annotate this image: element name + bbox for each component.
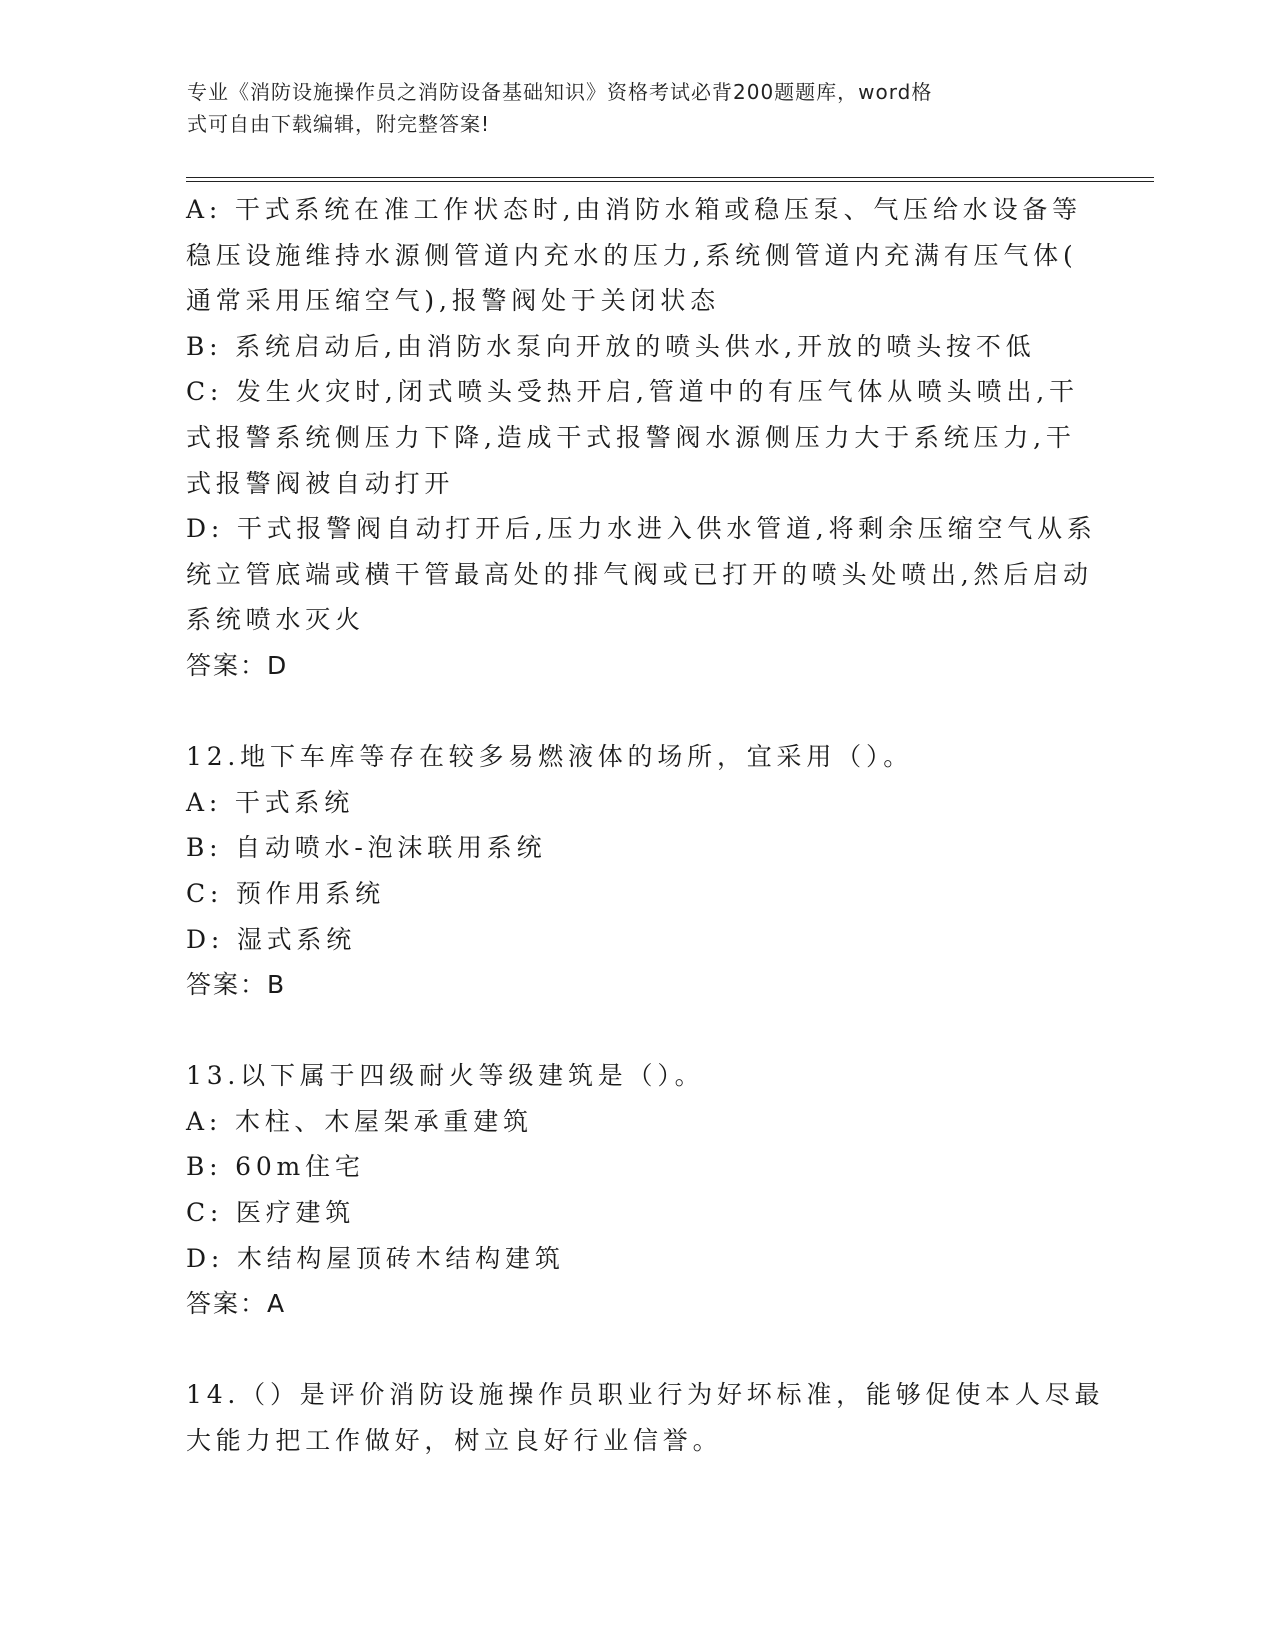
question-text: 14.（）是评价消防设施操作员职业行为好坏标准，能够促使本人尽最 <box>186 1380 1105 1410</box>
option-b <box>186 324 1086 370</box>
option-line: 系统喷水灭火 <box>186 605 365 635</box>
header-rule-bottom <box>186 181 1154 182</box>
header-line-2: 式可自由下载编辑，附完整答案! <box>187 112 491 136</box>
option-line: 式报警系统侧压力下降,造成干式报警阀水源侧压力大于系统压力,干 <box>186 422 1076 452</box>
header-rule-top <box>186 177 1154 178</box>
question-text: 大能力把工作做好，树立良好行业信誉。 <box>186 1426 723 1456</box>
question-11 <box>186 187 1097 689</box>
option-a: A: 干式系统 <box>186 787 355 817</box>
question-text: 13.以下属于四级耐火等级建筑是（）。 <box>186 1061 705 1091</box>
question-13 <box>186 1053 1086 1327</box>
option-c <box>186 369 1086 506</box>
option-line: 稳压设施维持水源侧管道内充水的压力,系统侧管道内充满有压气体( <box>186 240 1078 270</box>
option-line: C: 发生火灾时,闭式喷头受热开启,管道中的有压气体从喷头喷出,干 <box>186 377 1079 407</box>
question-14 <box>186 1372 1105 1463</box>
spacer <box>186 689 1086 735</box>
option-d: D: 湿式系统 <box>186 924 357 954</box>
option-line: A: 干式系统在准工作状态时,由消防水箱或稳压泵、气压给水设备等 <box>186 195 1082 224</box>
option-d <box>186 506 1097 643</box>
document-header <box>187 76 1067 140</box>
question-12 <box>186 734 1086 1008</box>
header-line-1: 专业《消防设施操作员之消防设备基础知识》资格考试必背200题题库，word格 <box>187 80 933 104</box>
option-line: 通常采用压缩空气),报警阀处于关闭状态 <box>186 286 720 316</box>
spacer <box>186 1327 1086 1373</box>
option-b: B: 自动喷水-泡沫联用系统 <box>186 833 547 863</box>
document-body <box>186 187 1105 1464</box>
option-line: 统立管底端或横干管最高处的排气阀或已打开的喷头处喷出,然后启动 <box>186 559 1093 589</box>
option-d: D: 木结构屋顶砖木结构建筑 <box>186 1243 565 1273</box>
option-c: C: 预作用系统 <box>186 878 385 908</box>
option-line: B: 系统启动后,由消防水泵向开放的喷头供水,开放的喷头按不低 <box>186 331 1036 361</box>
answer: 答案：B <box>186 970 287 1000</box>
option-b: B: 60m住宅 <box>186 1152 365 1182</box>
question-text: 12.地下车库等存在较多易燃液体的场所，宜采用（）。 <box>186 742 914 772</box>
option-a <box>186 187 1086 324</box>
option-a: A: 木柱、木屋架承重建筑 <box>186 1106 533 1136</box>
answer: 答案：A <box>186 1289 287 1319</box>
answer: 答案：D <box>186 650 289 680</box>
option-c: C: 医疗建筑 <box>186 1198 356 1228</box>
option-line: 式报警阀被自动打开 <box>186 468 455 498</box>
option-line: D: 干式报警阀自动打开后,压力水进入供水管道,将剩余压缩空气从系 <box>186 514 1097 544</box>
spacer <box>186 1008 1086 1054</box>
